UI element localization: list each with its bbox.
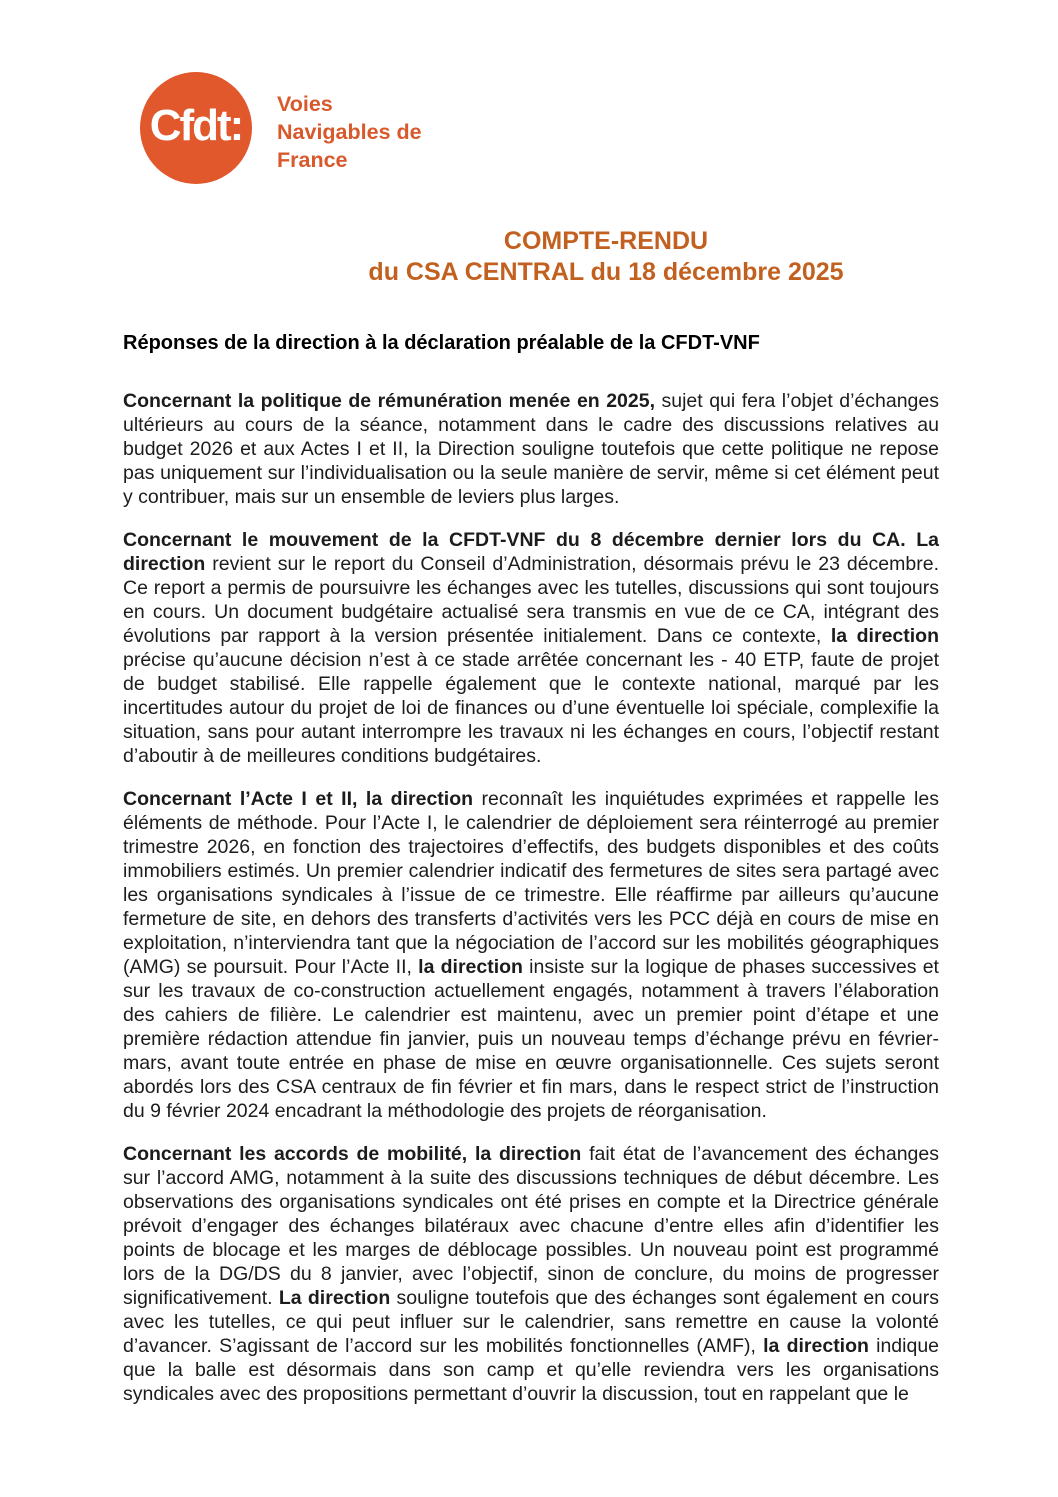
org-name-line: France	[277, 148, 348, 172]
text-run: sujet qui fera l’objet d’échanges ultérieurs au cours de la séance, notamment dans le cadre des discussions relatives au budget 2026 et aux Actes I et II, la Direction souligne toutefois que cette politique ne repose pas uniquement sur l’individualisation ou la seule manière de servir, même si cet élément peut y contribuer, mais sur un ensemble de leviers plus larges.	[123, 390, 939, 508]
document-content	[123, 0, 939, 1425]
bold-run: La direction	[278, 1287, 391, 1309]
org-name-line: Navigables de	[277, 120, 422, 144]
bold-run: la direction	[830, 625, 939, 647]
document-title	[273, 226, 939, 288]
section-heading: Réponses de la direction à la déclaration préalable de la CFDT-VNF	[123, 332, 760, 354]
title-line-1: COMPTE-RENDU	[503, 227, 709, 255]
org-name-line: Voies	[277, 92, 333, 116]
paragraph	[123, 787, 939, 1123]
bold-run: Concernant l’Acte I et II, la direction	[123, 788, 474, 810]
text-run: souligne toutefois que des échanges sont également en cours avec les tutelles, ce qui peut influer sur le calendrier, sans remettre en cause la volonté d’avancer. S’agissant de l’accord sur les mobilités fonctionnelles (AMF),	[123, 1287, 939, 1357]
paragraph	[123, 389, 939, 509]
cfdt-logo-text: Cfdt:	[149, 101, 243, 150]
text-run: reconnaît les inquiétudes exprimées et rappelle les éléments de méthode. Pour l’Acte I, le calendrier de déploiement sera réinterrogé au premier trimestre 2026, en fonction des trajectoires d’effectifs, des budgets disponibles et des coûts immobiliers estimés. Un premier calendrier indicatif des fermetures de sites sera partagé avec les organisations syndicales à l’issue de ce trimestre. Elle réaffirme par ailleurs qu’aucune fermeture de site, en dehors des transferts d’activités vers les PCC déjà en cours de mise en exploitation, n’interviendra tant que la négociation de l’accord sur les mobilités géographiques (AMG) se poursuit. Pour l’Acte II,	[123, 788, 939, 978]
paragraph	[123, 528, 939, 768]
bold-run: la direction	[418, 956, 523, 978]
text-run: insiste sur la logique de phases successives et sur les travaux de co-construction actuellement engagés, notamment à travers l’élaboration des cahiers de filière. Le calendrier est maintenu, avec un premier point d’étape et une première rédaction attendue fin janvier, puis un nouveau temps d’échange prévu en février-mars, avant toute entrée en phase de mise en œuvre organisationnelle. Ces sujets seront abordés lors des CSA centraux de fin février et fin mars, dans le respect strict de l’instruction du 9 février 2024 encadrant la méthodologie des projets de réorganisation.	[123, 956, 939, 1122]
text-run: fait état de l’avancement des échanges sur l’accord AMG, notamment à la suite des discussions techniques de début décembre. Les observations des organisations syndicales ont été prises en compte et la Directrice générale prévoit d’engager des échanges bilatéraux avec chacune d’entre elles afin d’identifier les points de blocage et les marges de déblocage possibles. Un nouveau point est programmé lors de la DG/DS du 8 janvier, avec l’objectif, sinon de conclure, du moins de progresser significativement.	[123, 1143, 939, 1309]
title-line-2: du CSA CENTRAL du 18 décembre 2025	[368, 258, 844, 286]
bold-run: Concernant les accords de mobilité, la direction	[123, 1143, 582, 1165]
bold-run: Concernant le mouvement de la CFDT-VNF du 8 décembre dernier lors du CA. La direction	[123, 529, 939, 575]
text-run: précise qu’aucune décision n’est à ce stade arrêtée concernant les - 40 ETP, faute de projet de budget stabilisé. Elle rappelle également que le contexte national, marqué par les incertitudes autour du projet de loi de finances ou d’une éventuelle loi spéciale, complexifie la situation, sans pour autant interrompre les travaux ni les échanges en cours, l’objectif restant d’aboutir à de meilleures conditions budgétaires.	[123, 649, 939, 767]
document-body	[123, 389, 939, 1406]
bold-run: Concernant la politique de rémunération menée en 2025,	[123, 390, 656, 412]
bold-run: la direction	[763, 1335, 869, 1357]
text-run: revient sur le report du Conseil d’Administration, désormais prévu le 23 décembre. Ce report a permis de poursuivre les échanges avec les tutelles, discussions qui sont toujours en cours. Un document budgétaire actualisé sera transmis en vue de ce CA, intégrant des évolutions par rapport à la version présentée initialement. Dans ce contexte,	[123, 553, 939, 647]
paragraph	[123, 1142, 939, 1406]
text-run: indique que la balle est désormais dans son camp et qu’elle reviendra vers les organisations syndicales avec des propositions permettant d’ouvrir la discussion, tout en rappelant que le	[123, 1335, 940, 1405]
